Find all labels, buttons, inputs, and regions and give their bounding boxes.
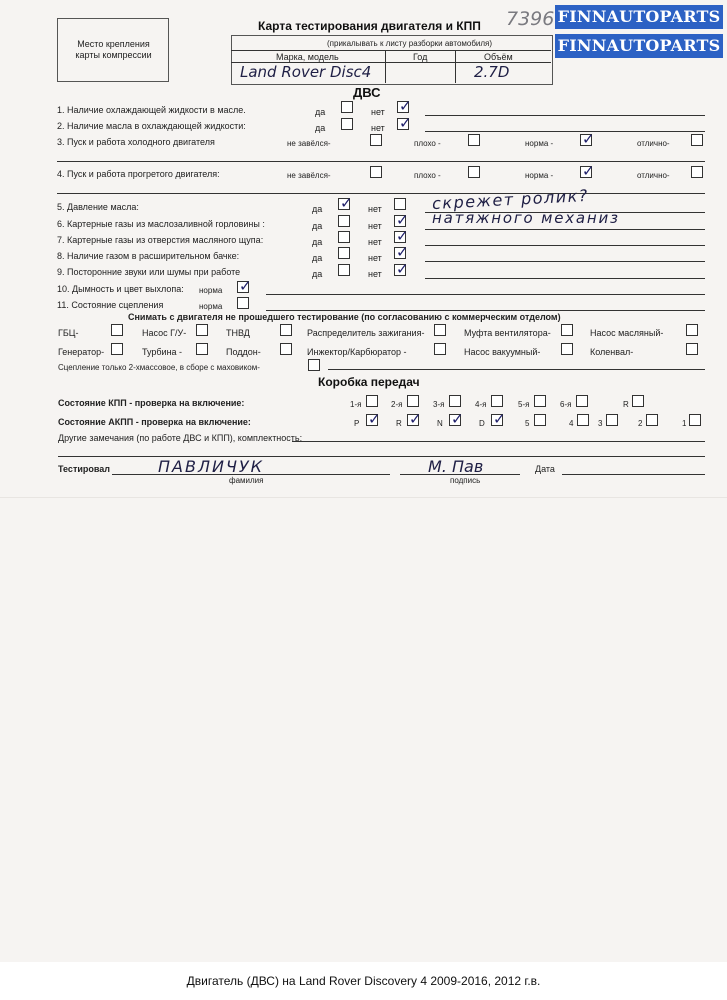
excellent-label: отлично- — [637, 171, 670, 180]
signature-value: М. Пав — [428, 457, 484, 476]
note-line — [292, 441, 705, 442]
remove-item-gbc: ГБЦ- — [58, 328, 79, 338]
excellent-label: отлично- — [637, 139, 670, 148]
manual-gear-2-checkbox[interactable] — [407, 395, 419, 407]
no-label: нет — [371, 123, 385, 133]
manual-gear-3: 3-я — [433, 400, 445, 409]
remove-distributor-checkbox[interactable] — [434, 324, 446, 336]
not-started-label: не завёлся- — [287, 171, 331, 180]
manual-gear-r: R — [623, 400, 629, 409]
finnautoparts-logo: FINNAUTOPARTS — [555, 5, 723, 29]
compression-card-label: Место крепления карты компрессии — [75, 39, 152, 60]
dvs-heading: ДВС — [353, 85, 381, 100]
manual-gear-4: 4-я — [475, 400, 487, 409]
remove-tnvd-checkbox[interactable] — [280, 324, 292, 336]
volume-value: 2.7D — [474, 63, 510, 81]
yes-label: да — [312, 237, 323, 247]
no-label: нет — [368, 204, 382, 214]
surname-caption: фамилия — [229, 476, 264, 485]
remove-item-pan: Поддон- — [226, 347, 261, 357]
check-mark-icon: ✓ — [451, 410, 464, 428]
auto-gear-n: N — [437, 419, 443, 428]
auto-gear-1: 1 — [682, 419, 687, 428]
compression-card-box — [57, 18, 169, 82]
remove-generator-checkbox[interactable] — [111, 343, 123, 355]
note-line — [58, 456, 705, 457]
item-11-normal-checkbox[interactable] — [237, 297, 249, 309]
item-4-bad-checkbox[interactable] — [468, 166, 480, 178]
make-model-value: Land Rover Disc4 — [240, 63, 372, 81]
item-9-yes-checkbox[interactable] — [338, 264, 350, 276]
manual-gear-1-checkbox[interactable] — [366, 395, 378, 407]
dvs-item-10: 10. Дымность и цвет выхлопа: — [57, 284, 184, 294]
yes-label: да — [312, 269, 323, 279]
manual-gear-6-checkbox[interactable] — [576, 395, 588, 407]
manual-gear-4-checkbox[interactable] — [491, 395, 503, 407]
check-mark-icon: ✓ — [396, 227, 409, 245]
surname-value: ПАВЛИЧУК — [158, 457, 265, 476]
remove-item-tnvd: ТНВД — [226, 328, 250, 338]
item-7-yes-checkbox[interactable] — [338, 231, 350, 243]
check-mark-icon: ✓ — [399, 97, 412, 115]
remove-pump-gu-checkbox[interactable] — [196, 324, 208, 336]
item-8-yes-checkbox[interactable] — [338, 247, 350, 259]
remove-gbc-checkbox[interactable] — [111, 324, 123, 336]
remove-fan-clutch-checkbox[interactable] — [561, 324, 573, 336]
normal-short-label: норма — [199, 286, 223, 295]
check-mark-icon: ✓ — [239, 277, 252, 295]
remove-vacuum-pump-checkbox[interactable] — [561, 343, 573, 355]
item-6-yes-checkbox[interactable] — [338, 215, 350, 227]
year-header: Год — [413, 52, 428, 62]
remove-injector-checkbox[interactable] — [434, 343, 446, 355]
form-title: Карта тестирования двигателя и КПП — [258, 19, 481, 33]
note-line — [425, 245, 705, 246]
remove-item-turbo: Турбина - — [142, 347, 183, 357]
check-mark-icon: ✓ — [399, 114, 412, 132]
dvs-item-8: 8. Наличие газом в расширительном бачке: — [57, 251, 240, 261]
remove-crankshaft-checkbox[interactable] — [686, 343, 698, 355]
item-4-not-started-checkbox[interactable] — [370, 166, 382, 178]
dvs-item-1: 1. Наличие охлаждающей жидкости в масле. — [57, 105, 246, 115]
auto-gear-4: 4 — [569, 419, 574, 428]
auto-gearbox-label: Состояние АКПП - проверка на включение: — [58, 417, 251, 427]
note-line — [57, 193, 705, 194]
remove-item-generator: Генератор- — [58, 347, 105, 357]
item-5-no-checkbox[interactable] — [394, 198, 406, 210]
finnautoparts-logo: FINNAUTOPARTS — [555, 34, 723, 58]
item-4-excellent-checkbox[interactable] — [691, 166, 703, 178]
manual-gear-r-checkbox[interactable] — [632, 395, 644, 407]
check-mark-icon: ✓ — [409, 410, 422, 428]
image-caption: Двигатель (ДВС) на Land Rover Discovery 4 2009-2016, 2012 г.в. — [0, 962, 727, 1000]
item-3-not-started-checkbox[interactable] — [370, 134, 382, 146]
check-mark-icon: ✓ — [396, 243, 409, 261]
note-line — [425, 229, 705, 230]
volume-header: Объём — [484, 52, 513, 62]
item-1-yes-checkbox[interactable] — [341, 101, 353, 113]
dvs-item-9: 9. Посторонние звуки или шумы при работе — [57, 267, 241, 277]
auto-gear-5-checkbox[interactable] — [534, 414, 546, 426]
manual-gear-5-checkbox[interactable] — [534, 395, 546, 407]
auto-gear-1-checkbox[interactable] — [689, 414, 701, 426]
auto-gear-4-checkbox[interactable] — [577, 414, 589, 426]
date-label: Дата — [535, 464, 555, 474]
note-line — [328, 369, 705, 370]
remove-item-fan-clutch: Муфта вентилятора- — [464, 328, 551, 338]
yes-label: да — [315, 123, 326, 133]
auto-gear-3-checkbox[interactable] — [606, 414, 618, 426]
gearbox-heading: Коробка передач — [318, 375, 420, 389]
auto-gear-r: R — [396, 419, 402, 428]
auto-gear-d: D — [479, 419, 485, 428]
check-mark-icon: ✓ — [368, 410, 381, 428]
yes-label: да — [315, 107, 326, 117]
manual-gear-2: 2-я — [391, 400, 403, 409]
note-line — [57, 161, 705, 162]
normal-label: норма - — [525, 171, 554, 180]
bad-label: плохо - — [414, 171, 441, 180]
signature-caption: подпись — [450, 476, 481, 485]
normal-short-label: норма — [199, 302, 223, 311]
auto-gear-5: 5 — [525, 419, 530, 428]
remove-oil-pump-checkbox[interactable] — [686, 324, 698, 336]
item-3-bad-checkbox[interactable] — [468, 134, 480, 146]
no-label: нет — [368, 237, 382, 247]
remove-item-pump-gu: Насос Г/У- — [142, 328, 187, 338]
check-mark-icon: ✓ — [396, 260, 409, 278]
remove-heading: Снимать с двигателя не прошедшего тестирование (по согласованию с коммерческим отделом) — [128, 312, 561, 322]
remove-clutch-checkbox[interactable] — [308, 359, 320, 371]
form-number: 7396 — [506, 8, 555, 30]
form-subtitle: (прикалывать к листу разборки автомобиля) — [327, 39, 493, 48]
remove-item-crankshaft: Коленвал- — [590, 347, 634, 357]
normal-label: норма - — [525, 139, 554, 148]
remove-pan-checkbox[interactable] — [280, 343, 292, 355]
check-mark-icon: ✓ — [493, 410, 506, 428]
item-5-note: скрежет ролик? — [431, 185, 590, 214]
yes-label: да — [312, 221, 323, 231]
table-divider — [231, 50, 551, 51]
table-divider — [385, 50, 386, 83]
note-line — [266, 294, 705, 295]
remove-item-injector: Инжектор/Карбюратор - — [307, 347, 407, 357]
remove-item-distributor: Распределитель зажигания- — [307, 328, 425, 338]
no-label: нет — [371, 107, 385, 117]
other-remarks-label: Другие замечания (по работе ДВС и КПП), комплектность: — [58, 433, 303, 443]
bad-label: плохо - — [414, 139, 441, 148]
item-3-excellent-checkbox[interactable] — [691, 134, 703, 146]
remove-turbo-checkbox[interactable] — [196, 343, 208, 355]
manual-gear-5: 5-я — [518, 400, 530, 409]
manual-gear-6: 6-я — [560, 400, 572, 409]
make-model-header: Марка, модель — [276, 52, 339, 62]
dvs-item-2: 2. Наличие масла в охлаждающей жидкости: — [57, 121, 246, 131]
auto-gear-p: P — [354, 419, 360, 428]
note-line — [425, 261, 705, 262]
check-mark-icon: ✓ — [396, 211, 409, 229]
tested-by-label: Тестировал — [58, 464, 111, 474]
remove-item-oil-pump: Насос масляный- — [590, 328, 664, 338]
check-mark-icon: ✓ — [582, 130, 595, 148]
item-6-note: натяжного механиз — [432, 209, 620, 227]
remove-clutch-label: Сцепление только 2-хмассовое, в сборе с маховиком- — [58, 363, 260, 372]
manual-gear-1: 1-я — [350, 400, 362, 409]
dvs-item-7: 7. Картерные газы из отверстия масляного щупа: — [57, 235, 264, 245]
auto-gear-2: 2 — [638, 419, 643, 428]
yes-label: да — [312, 253, 323, 263]
remove-item-vacuum-pump: Насос вакуумный- — [464, 347, 541, 357]
note-line — [425, 278, 705, 279]
manual-gearbox-label: Состояние КПП - проверка на включение: — [58, 398, 245, 408]
note-line — [425, 115, 705, 116]
auto-gear-3: 3 — [598, 419, 603, 428]
manual-gear-3-checkbox[interactable] — [449, 395, 461, 407]
no-label: нет — [368, 269, 382, 279]
check-mark-icon: ✓ — [340, 194, 353, 212]
table-divider — [455, 50, 456, 83]
dvs-item-11: 11. Состояние сцепления — [57, 300, 164, 310]
dvs-item-3: 3. Пуск и работа холодного двигателя — [57, 137, 215, 147]
note-line — [266, 310, 705, 311]
auto-gear-2-checkbox[interactable] — [646, 414, 658, 426]
not-started-label: не завёлся- — [287, 139, 331, 148]
date-line — [562, 474, 705, 475]
dvs-item-4: 4. Пуск и работа прогретого двигателя: — [57, 169, 220, 179]
note-line — [425, 131, 705, 132]
check-mark-icon: ✓ — [582, 162, 595, 180]
no-label: нет — [368, 253, 382, 263]
item-2-yes-checkbox[interactable] — [341, 118, 353, 130]
no-label: нет — [368, 221, 382, 231]
dvs-item-5: 5. Давление масла: — [57, 202, 139, 212]
scan-edge — [0, 497, 727, 498]
yes-label: да — [312, 204, 323, 214]
dvs-item-6: 6. Картерные газы из маслозаливной горловины : — [57, 219, 265, 229]
